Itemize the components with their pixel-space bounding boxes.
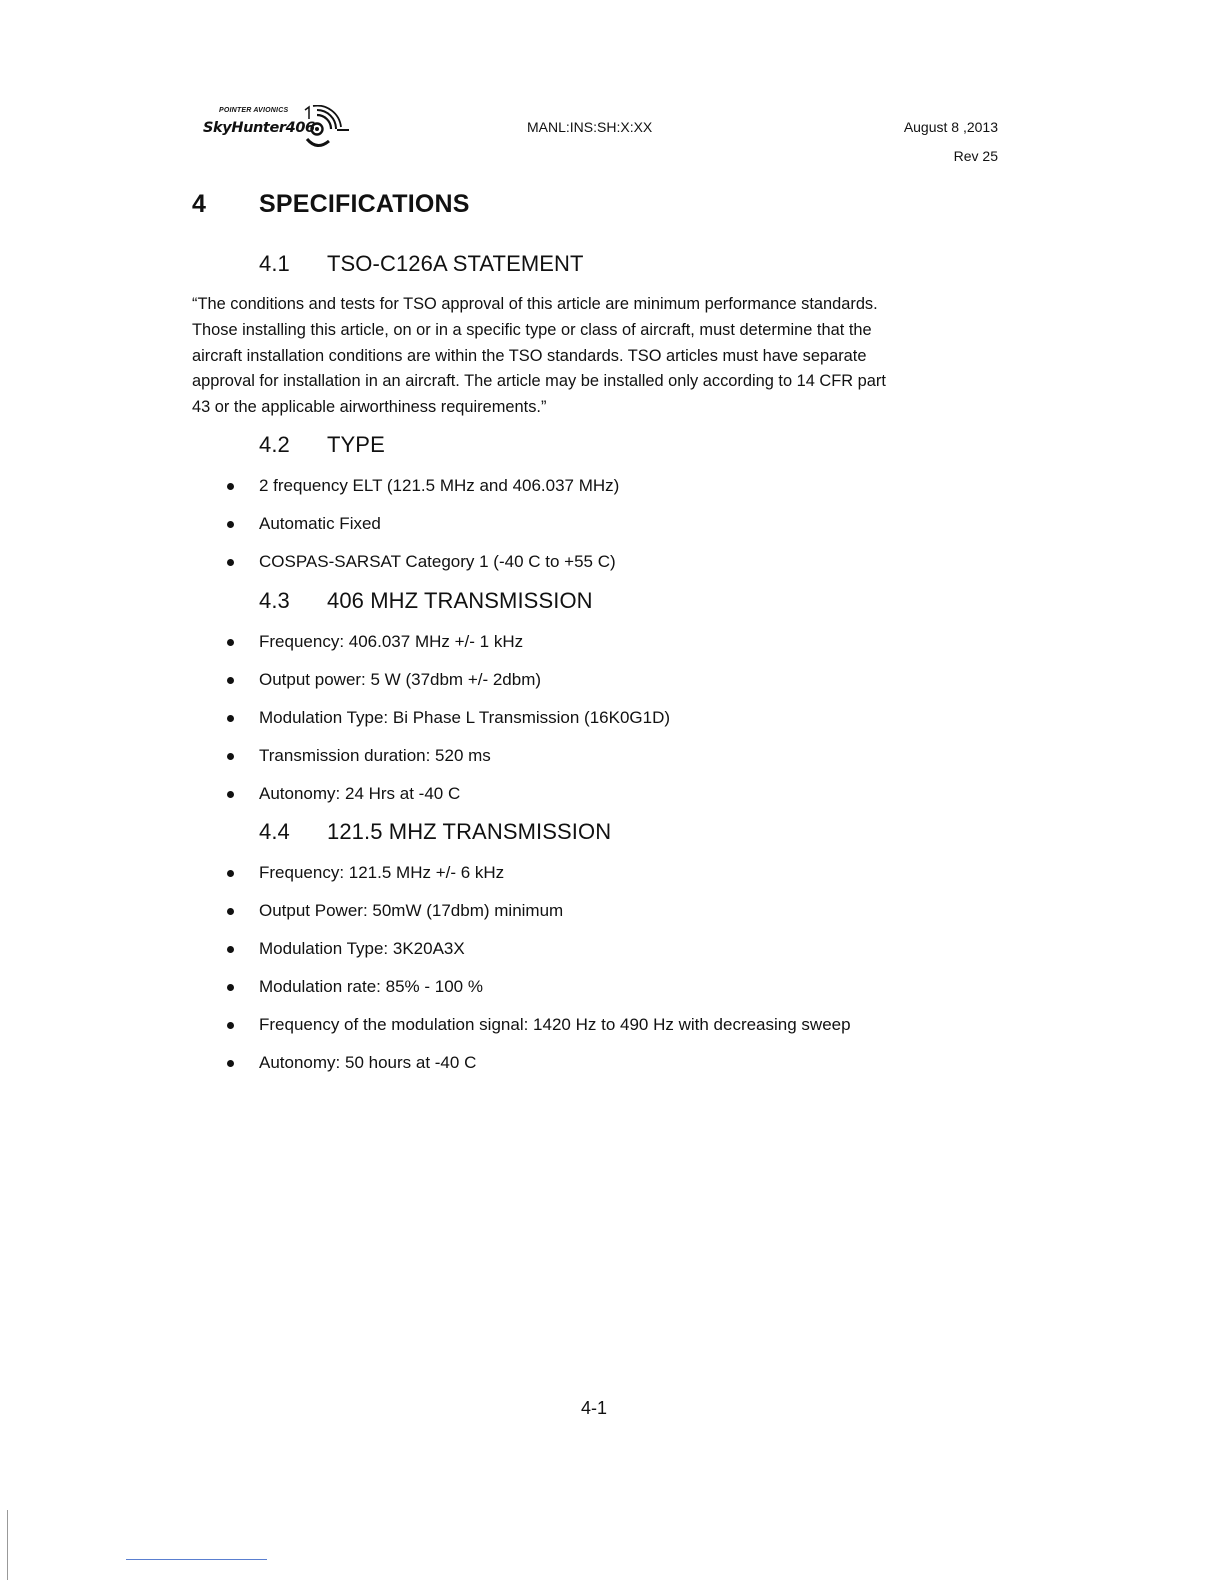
bullet-icon	[227, 908, 234, 915]
subsection-number: 4.3	[259, 588, 290, 613]
paragraph-line: 43 or the applicable airworthiness requirements.”	[192, 398, 547, 417]
tso-statement-paragraph	[192, 292, 1012, 421]
bullet-icon	[227, 1022, 234, 1029]
logo-company-name: POINTER AVIONICS	[219, 107, 289, 114]
scan-margin-line	[7, 1510, 8, 1580]
bullet-icon	[227, 870, 234, 877]
subsection-number: 4.2	[259, 432, 290, 457]
section-title: SPECIFICATIONS	[259, 190, 470, 218]
bullet-icon	[227, 946, 234, 953]
section-number: 4	[192, 190, 207, 218]
document-date: August 8 ,2013	[903, 119, 998, 135]
bullet-icon	[227, 753, 234, 760]
subsection-heading-4-2	[259, 432, 385, 458]
subsection-number: 4.1	[259, 251, 290, 276]
subsection-heading-4-1	[259, 251, 584, 277]
subsection-heading-4-4	[259, 819, 611, 845]
bullet-icon	[227, 1060, 234, 1067]
bullet-icon	[227, 521, 234, 528]
subsection-title: 121.5 MHZ TRANSMISSION	[327, 819, 612, 844]
footer-divider	[126, 1559, 267, 1560]
bullet-icon	[227, 984, 234, 991]
document-page: POINTER AVIONICS SkyHunter406 MANL:INS:SH:X:XX August 8 ,2013 Rev 25 4 SPECIFICATIONS 4.1 TSO-C126A STATEMENT “The conditions and tests for TSO approval of this article are minimum performance standards. Those installing this article, on or in a specific type or class of aircraft, must determine that the aircraft installation conditions are within the TSO standards. TSO articles must have separate approval for installation in an aircraft. The article may be installed only according to 14 CFR part 43 or the applicable airworthiness requirements.” 4.2 TYPE 2 frequency ELT (121.5 MHz and 406.037 MHz) Automatic Fixed COSPAS-SARSAT Category 1 (-40 C to +55 C) 4.3 406 MHZ TRANSMISSION Frequency: 406.037 MHz +/- 1 kHz Output power: 5 W (37dbm +/- 2dbm) Modulation Type: Bi Phase L Transmission (16K0G1D) Transmission duration: 520 ms Autonomy: 24 Hrs at -40 C 4.4 121.5 MHZ TRANSMISSION Frequency: 121.5 MHz +/- 6 kHz Output Power: 50mW (17dbm) minimum Modulation Type: 3K20A3X Modulation rate: 85% - 100 % Frequency of the modulation signal: 1420 Hz to 490 Hz with decreasing sweep Autonomy: 50 hours at -40 C 4-1	[0, 0, 1224, 1584]
bullet-icon	[227, 791, 234, 798]
company-logo	[203, 105, 363, 155]
bullet-icon	[227, 483, 234, 490]
bullet-icon	[227, 559, 234, 566]
document-code: MANL:INS:SH:X:XX	[527, 119, 653, 135]
subsection-number: 4.4	[259, 819, 290, 844]
logo-product-name: SkyHunter406	[203, 120, 315, 136]
bullet-icon	[227, 715, 234, 722]
page-number: 4-1	[581, 1398, 608, 1418]
section-heading	[192, 190, 470, 219]
paragraph-line: aircraft installation conditions are within the TSO standards. TSO articles must have separate	[192, 346, 867, 365]
subsection-title: TSO-C126A STATEMENT	[327, 251, 584, 276]
subsection-title: TYPE	[327, 432, 385, 457]
bullet-icon	[227, 639, 234, 646]
subsection-title: 406 MHZ TRANSMISSION	[327, 588, 593, 613]
subsection-heading-4-3	[259, 588, 593, 614]
document-revision: Rev 25	[953, 148, 998, 164]
paragraph-line: Those installing this article, on or in a specific type or class of aircraft, must determine that the	[192, 320, 872, 339]
paragraph-line: “The conditions and tests for TSO approval of this article are minimum performance standards.	[192, 295, 878, 313]
paragraph-line: approval for installation in an aircraft. The article may be installed only according to 14 CFR part	[192, 372, 886, 391]
beacon-logo-icon	[303, 105, 358, 155]
bullet-icon	[227, 677, 234, 684]
